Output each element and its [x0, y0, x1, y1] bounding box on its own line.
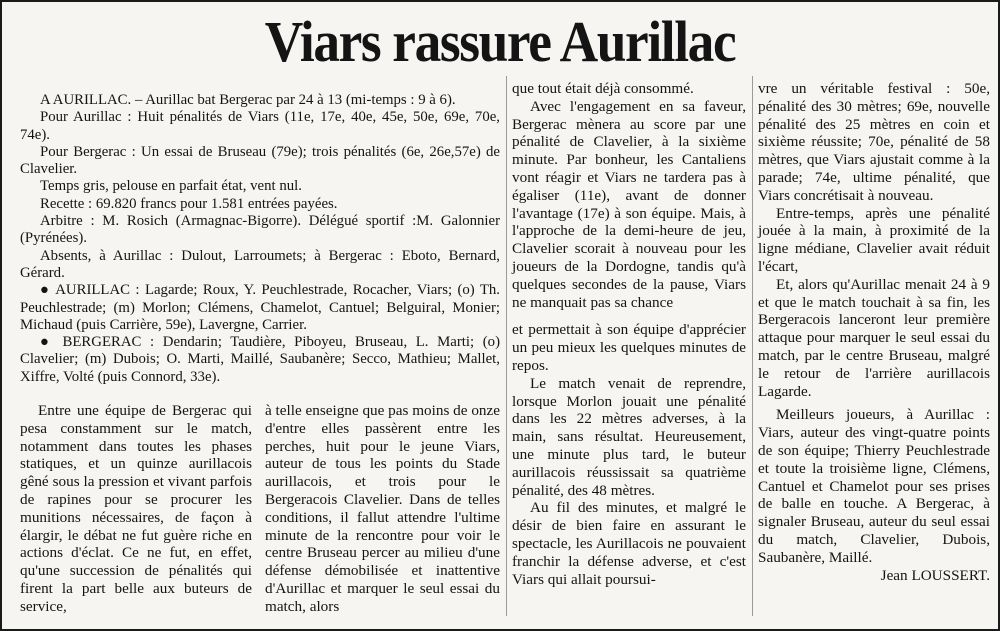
column-rule [752, 76, 753, 616]
paragraph: Entre une équipe de Bergerac qui pesa constamment sur le match, notamment dans toutes les phases statiques, et un quinze aurillacois gêné sous la pression et vivant parfois de rapines pour se procurer les munitions nécessaires, de façon à élargir, le débat ne fut guère riche en actions d'éclat. Ce ne fut, en effet, qu'une succession de pénalités qui firent la part belle aux buteurs de service, [20, 402, 252, 615]
headline: Viars rassure Aurillac [264, 9, 736, 74]
receipts-line: Recette : 69.820 francs pour 1.581 entrées payées. [40, 195, 338, 212]
match-facts-block [20, 92, 500, 386]
paragraph: Au fil des minutes, et malgré le désir de bien faire en assurant le spectacle, les Aurillacois ne pouvaient franchir la défense adverse, et c'est Viars qui allait poursui- [512, 499, 746, 588]
paragraph: Et, alors qu'Aurillac menait 24 à 9 et que le match touchait à sa fin, les Bergeracois lanceront leur première attaque pour marquer le seul essai du match, par le centre Bruseau, malgré le retour de l'arrière aurillacois Lagarde. [758, 275, 990, 400]
aurillac-points: Pour Aurillac : Huit pénalités de Viars (11e, 17e, 40e, 45e, 50e, 69e, 70e, 74e). [20, 109, 500, 143]
bergerac-lineup: ● BERGERAC : Dendarin; Taudière, Piboyeu, Bruseau, L. Marti; (o) Clavelier; (m) Dubois; O. Marti, Maillé, Saubanère; Secco, Mathieu; Mallet, Xiffre, Volté (puis Connord, 33e). [20, 334, 500, 385]
match-score: A AURILLAC. – Aurillac bat Bergerac par 24 à 13 (mi-temps : 9 à 6). [40, 92, 456, 108]
referee-line: Arbitre : M. Rosich (Armagnac-Bigorre). Délégué sportif :M. Galonnier (Pyrénées). [20, 213, 500, 247]
paragraph: Meilleurs joueurs, à Aurillac : Viars, auteur des vingt-quatre points de son équipe; Thierry Peuchlestrade et toute la troisième ligne, Clémens, Cantuel et Chamelot pour ses prises de balle en touche. A Bergerac, à signaler Bruseau, auteur du seul essai du match, Clavelier, Dubois, Saubanère, Maillé. [758, 406, 990, 566]
absents-line: Absents, à Aurillac : Dulout, Larroumets; à Bergerac : Eboto, Bernard, Gérard. [20, 247, 500, 281]
article-column-2 [265, 402, 500, 616]
paragraph: Le match venait de reprendre, lorsque Morlon jouait une pénalité dans les 22 mètres adverses, à la main, sans résultat. Heureusement, une minute plus tard, le buteur aurillacois réussissait sa quatrième pénalité, des 48 mètres. [512, 374, 746, 499]
paragraph: vre un véritable festival : 50e, pénalité des 30 mètres; 69e, nouvelle pénalité des 25 mètres en coin et sixième réussite; 70e, pénalité de 58 mètres, que Viars ajustait comme à la parade; 74e, ultime pénalité, que Viars concrétisait à nouveau. [758, 80, 990, 204]
paragraph: à telle enseigne que pas moins de onze d'entre elles passèrent entre les perches, huit pour le jeune Viars, auteur de tous les points du Stade aurillacois, et trois pour le Bergeracois Clavelier. Dans de telles conditions, il fallut attendre l'ultime minute de la rencontre pour voir le centre Bruseau percer au milieu d'une défense démobilisée et inattentive d'Aurillac et marquer le seul essai du match, alors [265, 402, 500, 615]
author-signature: Jean LOUSSERT. [880, 566, 990, 584]
article-column-1 [20, 402, 252, 616]
paragraph: Avec l'engagement en sa faveur, Bergerac mènera au score par une pénalité de Clavelier, à la sixième minute. Par bonheur, les Cantaliens vont réagir et Viars ne tardera pas à égaliser (11e), avant de donner l'avantage (17e) à son équipe. Mais, à l'approche de la demi-heure de jeu, Clavelier scorait à nouveau pour les joueurs de la Dordogne, tandis qu'à quelques secondes de la pause, Viars ne manquait pas sa chance [512, 97, 746, 311]
bergerac-points: Pour Bergerac : Un essai de Bruseau (79e); trois pénalités (6e, 26e,57e) de Clavelier. [20, 143, 500, 178]
paragraph: et permettait à son équipe d'apprécier un peu mieux les quelques minutes de repos. [512, 321, 746, 374]
aurillac-lineup: ● AURILLAC : Lagarde; Roux, Y. Peuchlestrade, Rocacher, Viars; (o) Th. Peuchlestrade; (m) Morlon; Clémens, Chamelot, Cantuel; Belguiral, Monier; Michaud (puis Carrière, 59e), Lavergne, Carrier. [20, 282, 500, 333]
article-column-3 [512, 80, 746, 588]
paragraph: que tout était déjà consommé. [512, 80, 694, 97]
column-rule [506, 76, 507, 616]
article-column-4 [758, 80, 990, 584]
paragraph: Entre-temps, après une pénalité jouée à la main, à proximité de la ligne médiane, Clavelier avait réduit l'écart, [758, 204, 990, 275]
weather-line: Temps gris, pelouse en parfait état, vent nul. [40, 178, 302, 195]
